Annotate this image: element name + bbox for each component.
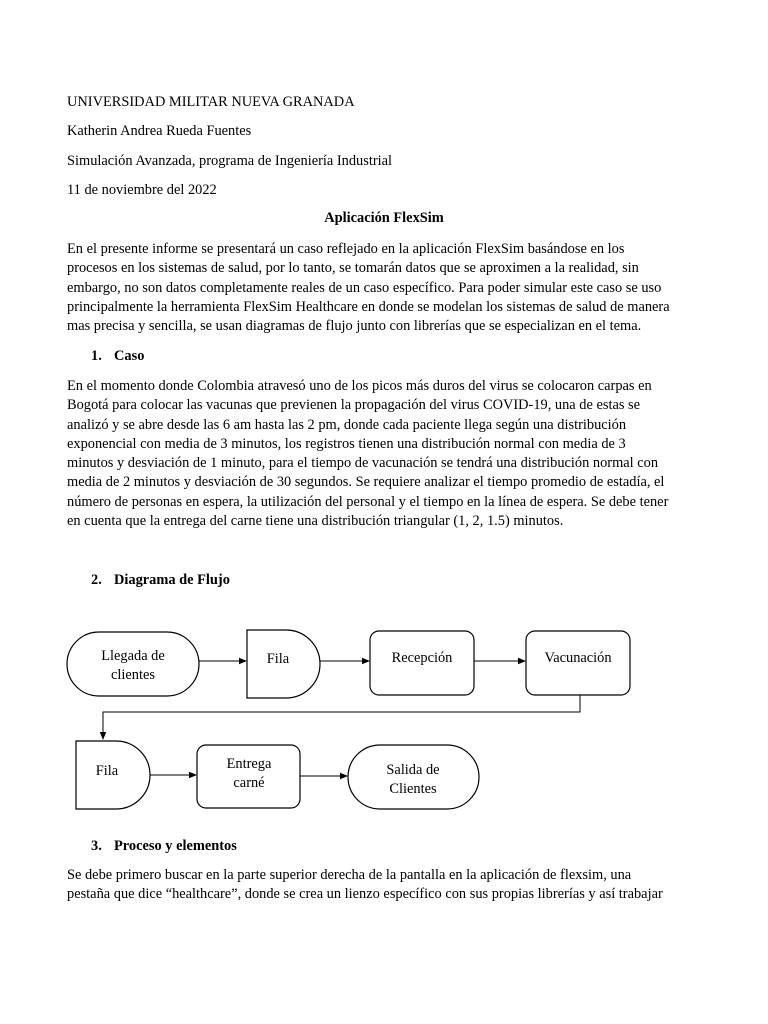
paragraph-line: principalmente la herramienta FlexSim Healthcare en donde se modelan los sistemas de salud de manera <box>67 298 670 315</box>
node-reception-label: Recepción <box>391 650 453 666</box>
node-exit <box>348 745 479 809</box>
intro-paragraph <box>67 240 707 336</box>
university-name: UNIVERSIDAD MILITAR NUEVA GRANADA <box>67 94 355 110</box>
node-vaccination <box>526 631 630 695</box>
paragraph-line: minutos y desviación de 1 minuto, para el tiempo de vacunación se tendrá una distribución normal con <box>67 455 659 472</box>
node-exit-line1: Salida de <box>386 762 440 778</box>
paragraph-line: analizó y se abre desde las 6 am hasta las 2 pm, donde cada paciente llega según una distribución <box>67 416 627 433</box>
node-exit-line2: Clientes <box>389 781 437 797</box>
paragraph-line: mas precisa y sencilla, se usan diagramas de flujo junto con librerías que se especializan en el tema. <box>67 318 642 335</box>
node-card-delivery <box>197 745 300 808</box>
section-number: 3. <box>91 838 102 854</box>
node-queue-1-label: Fila <box>266 651 290 667</box>
section-1-heading <box>91 348 144 365</box>
case-paragraph <box>67 377 707 531</box>
node-arrival-line1: Llegada de <box>101 648 165 664</box>
node-queue-2 <box>76 741 150 809</box>
section-title: Diagrama de Flujo <box>114 572 230 588</box>
section-title: Proceso y elementos <box>114 838 237 854</box>
section-title: Caso <box>114 348 145 364</box>
author-name: Katherin Andrea Rueda Fuentes <box>67 123 252 139</box>
paragraph-line: media de 2 minutos y desviación de 30 segundos. Se requiere analizar el tiempo promedio de estadía, el <box>67 474 665 491</box>
paragraph-line: En el presente informe se presentará un caso reflejado en la aplicación FlexSim basándose en los <box>67 241 625 257</box>
node-vaccination-label: Vacunación <box>544 650 612 666</box>
paragraph-line: En el momento donde Colombia atravesó uno de los picos más duros del virus se colocaron carpas en <box>67 378 652 394</box>
section-number: 2. <box>91 572 102 588</box>
node-arrival <box>67 632 199 696</box>
document-date: 11 de noviembre del 2022 <box>67 182 217 198</box>
flow-connector <box>103 695 580 739</box>
paragraph-line: Se debe primero buscar en la parte superior derecha de la pantalla en la aplicación de flexsim, una <box>67 867 632 883</box>
flowchart-diagram <box>0 615 768 825</box>
paragraph-line: pestaña que dice “healthcare”, donde se crea un lienzo específico con sus propias librerías y así trabajar <box>67 886 663 903</box>
node-arrival-line2: clientes <box>111 667 155 683</box>
section-number: 1. <box>91 348 102 364</box>
node-reception <box>370 631 474 695</box>
node-queue-2-label: Fila <box>95 763 119 779</box>
section-2-heading <box>91 572 230 589</box>
course-name: Simulación Avanzada, programa de Ingeniería Industrial <box>67 153 393 169</box>
paragraph-line: número de personas en espera, la utilización del personal y el tiempo en la línea de espera. Se debe tener <box>67 493 669 510</box>
section-3-heading <box>91 838 237 855</box>
node-card-line1: Entrega <box>226 756 272 772</box>
document-title: Aplicación FlexSim <box>324 210 444 226</box>
paragraph-line: exponencial con media de 3 minutos, los registros tienen una distribución normal con media de 3 <box>67 435 626 452</box>
paragraph-line: procesos en los sistemas de salud, por lo tanto, se tomarán datos que se aproximen a la realidad, sin <box>67 260 639 277</box>
paragraph-line: en cuenta que la entrega del carne tiene una distribución triangular (1, 2, 1.5) minutos. <box>67 513 564 530</box>
process-paragraph <box>67 866 707 905</box>
paragraph-line: Bogotá para colocar las vacunas que previenen la propagación del virus COVID-19, una de estas se <box>67 397 641 414</box>
node-card-line2: carné <box>233 775 265 791</box>
paragraph-line: embargo, no son datos completamente reales de un caso específico. Para poder simular este caso se uso <box>67 279 662 296</box>
node-queue-1 <box>247 630 320 698</box>
